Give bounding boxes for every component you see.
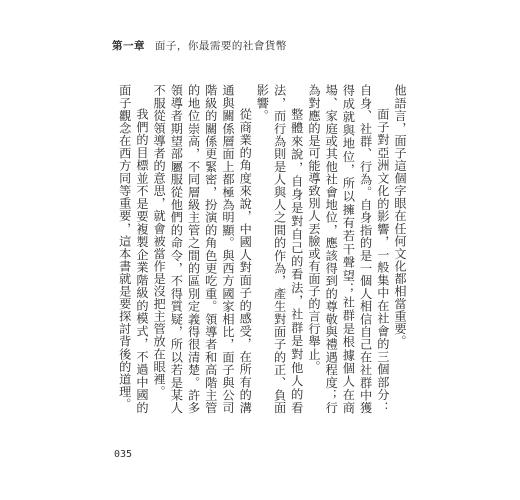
paragraph: 面子對亞洲文化的影響，一般集中在社會的三個部分：自身、社群、行為。自身指的是一個人相信自己在社群中獲得成就與地位，所以擁有若干聲望；社群是根據個人在商場、家庭或其他社會地位，應該得到的尊敬與禮遇程度；行為對應的是可能導致別人丟臉或有面子的言行舉止。 bbox=[306, 84, 390, 414]
paragraph: 從商業的角度來說，中國人對面子的感受，在所有的溝通與關係層面上都極為明顯。與西方國家相比，面子與公司階級的關係更緊密，扮演的角色更吃重。領導者和高階主管的地位崇高，不同層級主管之間的區別定義得很清楚。許多領導者期望部屬服從他們的命令，不得質疑，所以若是某人不服從領導者的意思，就會被當作是沒把主管放在眼裡。 bbox=[152, 84, 253, 414]
paragraph: 整體來說，自身是對自己的看法，社群是對他人的看法，而行為則是人與人之間的作為，產生對面子的正、負面影響。 bbox=[255, 84, 304, 414]
running-header bbox=[112, 38, 287, 53]
chapter-title: 面子，你最需要的社會貨幣 bbox=[154, 40, 287, 52]
paragraph: 他語言，面子這個字眼在任何文化都相當重要。 bbox=[393, 84, 407, 348]
body-text bbox=[117, 84, 408, 414]
chapter-label: 第一章 bbox=[112, 40, 145, 52]
page-number: 035 bbox=[114, 449, 133, 460]
paragraph: 我們的目標並不是要複製企業階級的模式，不過中國的面子觀念在西方同等重要，這本書就是要探討背後的道理。 bbox=[117, 84, 149, 414]
